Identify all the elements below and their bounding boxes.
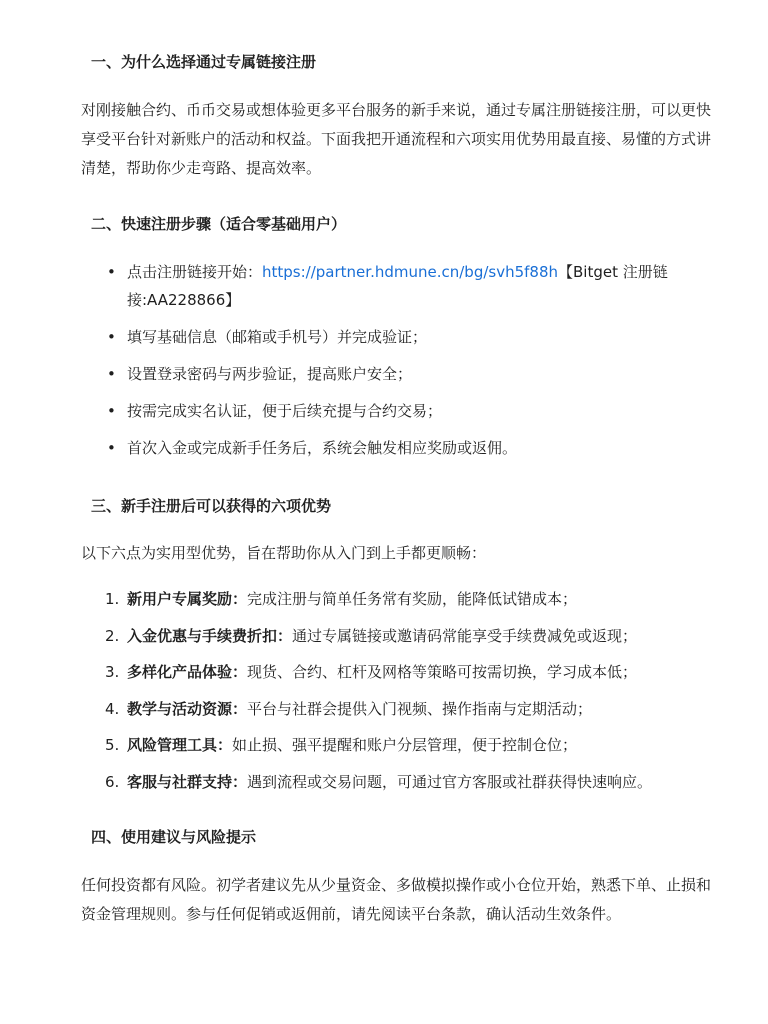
item-number: 6.: [105, 772, 120, 791]
item-text: 现货、合约、杠杆及网格等策略可按需切换，学习成本低；: [247, 663, 638, 682]
list-item: [81, 731, 721, 759]
item-number: 3.: [105, 663, 120, 682]
list-item: [81, 695, 721, 723]
list-item: [81, 622, 721, 650]
section-2-heading: 二、快速注册步骤（适合零基础用户）: [91, 215, 347, 233]
registration-steps-list: [81, 258, 721, 462]
item-number: 4.: [105, 699, 120, 718]
section-3-intro: 以下六点为实用型优势，旨在帮助你从入门到上手都更顺畅：: [81, 544, 487, 562]
item-title: 新用户专属奖励：: [127, 590, 248, 608]
item-title: 入金优惠与手续费折扣：: [127, 626, 293, 645]
step-3-text: 设置登录密码与两步验证，提高账户安全；: [127, 365, 413, 383]
item-title: 多样化产品体验：: [127, 663, 248, 682]
bullet: •: [107, 439, 116, 457]
list-item: [81, 360, 721, 388]
list-item: [81, 434, 721, 462]
item-text: 如止损、强平提醒和账户分层管理，便于控制仓位；: [232, 736, 578, 755]
section-4-paragraph: 任何投资都有风险。初学者建议先从少量资金、多做模拟操作或小仓位开始，熟悉下单、止损和资金管理规则。参与任何促销或返佣前，请先阅读平台条款，确认活动生效条件。: [81, 876, 712, 923]
item-title: 客服与社群支持：: [127, 772, 248, 791]
item-title: 教学与活动资源：: [127, 699, 248, 718]
section-4-heading: 四、使用建议与风险提示: [91, 828, 257, 846]
bullet: •: [107, 328, 116, 346]
step-5-text: 首次入金或完成新手任务后，系统会触发相应奖励或返佣。: [127, 439, 518, 457]
step-2-text: 填写基础信息（邮箱或手机号）并完成验证；: [127, 328, 428, 346]
list-item: [81, 768, 721, 796]
step-1-suffix: 【Bitget 注册链接:AA228866】: [127, 263, 668, 309]
step-4-text: 按需完成实名认证，便于后续充提与合约交易；: [127, 402, 443, 420]
section-1-heading: 一、为什么选择通过专属链接注册: [91, 53, 317, 71]
item-number: 5.: [105, 736, 120, 755]
section-3-heading: 三、新手注册后可以获得的六项优势: [91, 497, 332, 515]
item-text: 通过专属链接或邀请码常能享受手续费减免或返现；: [292, 626, 638, 645]
step-1-prefix: 点击注册链接开始：: [127, 263, 263, 281]
bullet: •: [107, 365, 116, 383]
item-text: 遇到流程或交易问题，可通过官方客服或社群获得快速响应。: [247, 772, 653, 791]
section-1-paragraph: 对刚接触合约、币币交易或想体验更多平台服务的新手来说，通过专属注册链接注册，可以更快享受平台针对新账户的活动和权益。下面我把开通流程和六项实用优势用最直接、易懂的方式讲清楚，帮助你少走弯路、提高效率。: [81, 101, 712, 177]
list-item: [81, 397, 721, 425]
list-item: [81, 323, 721, 351]
list-item: [81, 258, 721, 314]
item-title: 风险管理工具：: [127, 736, 233, 755]
item-text: 平台与社群会提供入门视频、操作指南与定期活动；: [247, 699, 593, 718]
bullet: •: [107, 402, 116, 420]
list-item: [81, 658, 721, 686]
bullet: •: [107, 263, 116, 281]
item-number: 2.: [105, 626, 120, 645]
registration-link[interactable]: https://partner.hdmune.cn/bg/svh5f88h: [262, 263, 559, 281]
advantages-list: [81, 585, 721, 796]
item-number: 1.: [105, 590, 120, 608]
item-text: 完成注册与简单任务常有奖励，能降低试错成本；: [247, 590, 578, 608]
list-item: [81, 585, 721, 613]
